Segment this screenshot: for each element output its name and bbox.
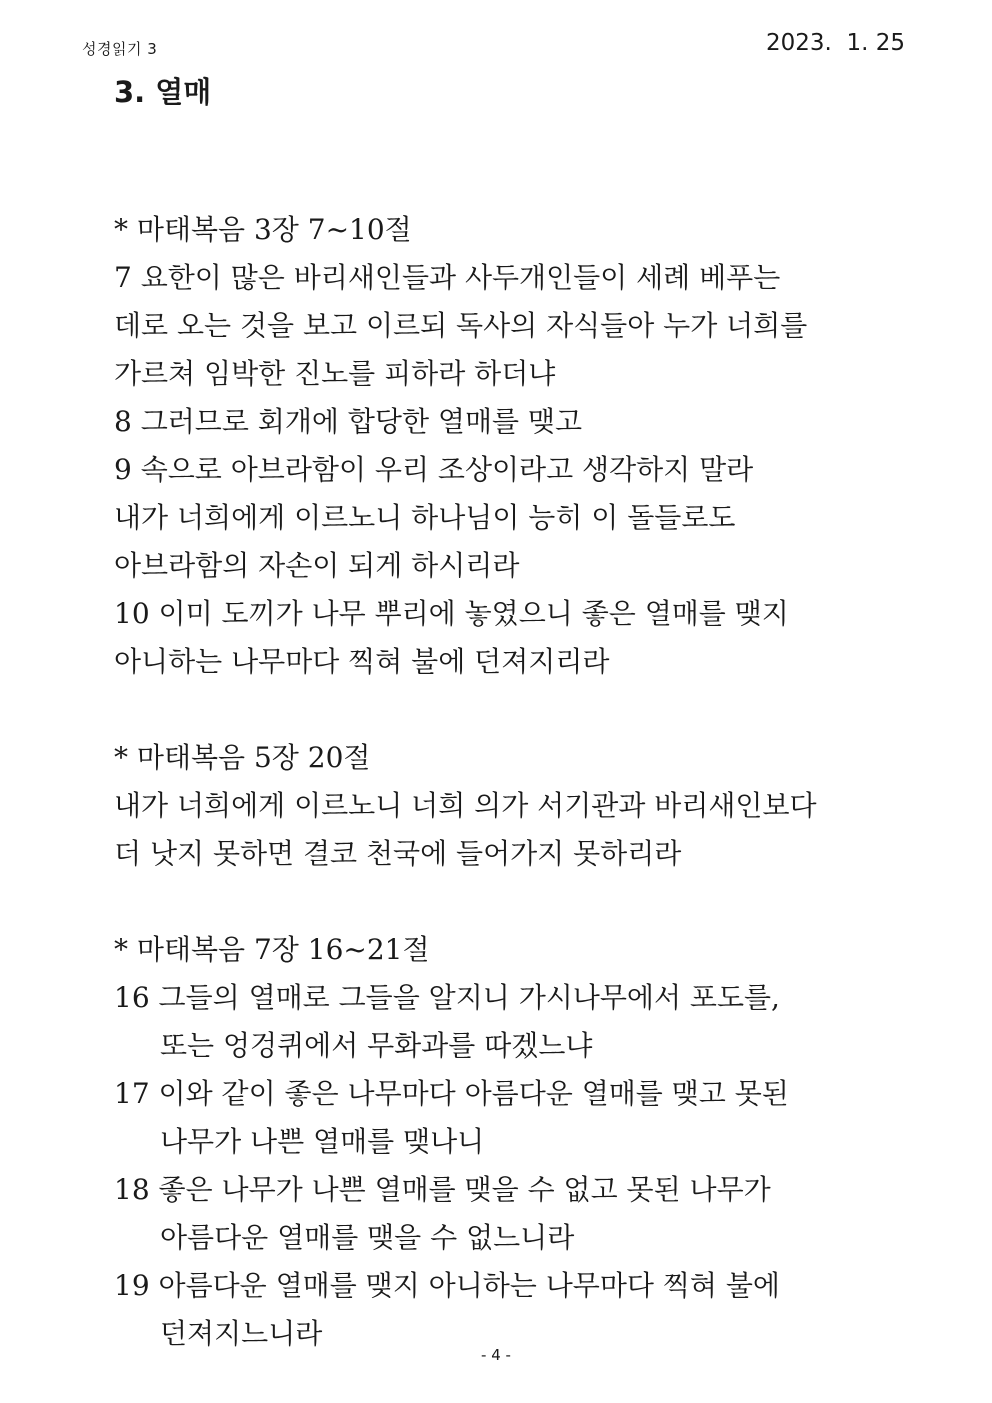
verse-line: 데로 오는 것을 보고 이르되 독사의 자식들아 누가 너희를	[114, 309, 808, 342]
page-title: 3. 열매	[114, 75, 212, 109]
verse-line: 더 낫지 못하면 결코 천국에 들어가지 못하리라	[114, 837, 682, 870]
blank-line	[114, 158, 944, 206]
header-series-label: 성경읽기 3	[82, 40, 158, 58]
verse-line: 내가 너희에게 이르노니 하나님이 능히 이 돌들로도	[114, 501, 736, 534]
verse-line: 8 그러므로 회개에 합당한 열매를 맺고	[114, 405, 583, 438]
header-date: 2023. 1. 25	[766, 30, 905, 56]
verse-line: 가르쳐 임박한 진노를 피하라 하더냐	[114, 357, 556, 390]
verse-line: 10 이미 도끼가 나무 뿌리에 놓였으니 좋은 열매를 맺지	[114, 597, 789, 630]
verse-line: 또는 엉겅퀴에서 무화과를 따겠느냐	[160, 1029, 593, 1062]
verse-line: 아브라함의 자손이 되게 하시리라	[114, 549, 520, 582]
blank-line	[114, 878, 944, 926]
verse-line: 7 요한이 많은 바리새인들과 사두개인들이 세례 베푸는	[114, 261, 781, 294]
verse-line: 아름다운 열매를 맺을 수 없느니라	[160, 1221, 575, 1254]
verse-line: 나무가 나쁜 열매를 맺나니	[160, 1125, 485, 1158]
scripture-text-block	[114, 158, 944, 1358]
verse-line: 17 이와 같이 좋은 나무마다 아름다운 열매를 맺고 못된	[114, 1077, 789, 1110]
page-number: - 4 -	[481, 1346, 511, 1364]
passage-heading: * 마태복음 7장 16~21절	[114, 933, 430, 966]
verse-line: 19 아름다운 열매를 맺지 아니하는 나무마다 찍혀 불에	[114, 1269, 780, 1302]
verse-line: 내가 너희에게 이르노니 너희 의가 서기관과 바리새인보다	[114, 789, 817, 822]
passage-heading: * 마태복음 5장 20절	[114, 741, 371, 774]
verse-line: 9 속으로 아브라함이 우리 조상이라고 생각하지 말라	[114, 453, 754, 486]
blank-line	[114, 686, 944, 734]
verse-line: 16 그들의 열매로 그들을 알지니 가시나무에서 포도를,	[114, 981, 780, 1014]
passage-heading: * 마태복음 3장 7~10절	[114, 213, 412, 246]
verse-line: 18 좋은 나무가 나쁜 열매를 맺을 수 없고 못된 나무가	[114, 1173, 771, 1206]
verse-line: 아니하는 나무마다 찍혀 불에 던져지리라	[114, 645, 610, 678]
verse-line: 던져지느니라	[160, 1317, 323, 1350]
